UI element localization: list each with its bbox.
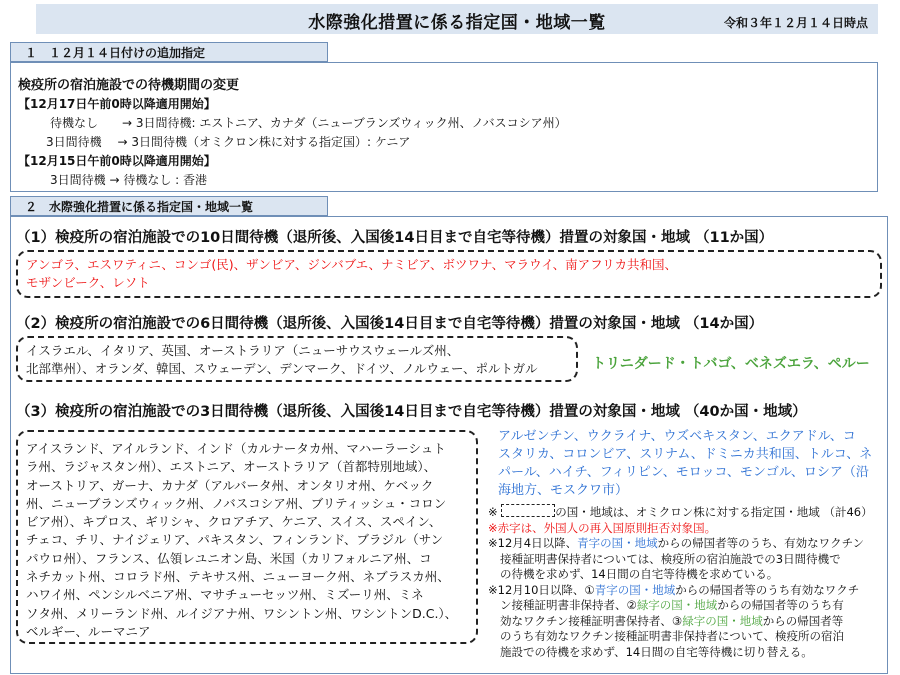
block2-label: 【12月15日午前0時以降適用開始】 xyxy=(18,154,216,168)
group3-line: ソタ州、メリーランド州、ルイジアナ州、ワシントン州、ワシントンD.C.）、 xyxy=(26,605,458,621)
section1-subtitle: 検疫所の宿泊施設での待機期間の変更 xyxy=(18,78,240,93)
group6-green-list: トリニダード・トバゴ、ベネズエラ、ペルー xyxy=(592,356,870,372)
section2-heading: ２ 水際強化措置に係る指定国・地域一覧 xyxy=(10,196,328,216)
note-dec10-l2 xyxy=(488,598,883,614)
group6-line1: イスラエル、イタリア、英国、オーストラリア（ニューサウスウェールズ州、 xyxy=(26,343,460,358)
block1-line1: 待機なし → 3日間待機: エストニア、カナダ（ニューブランズウィック州、ノバスコシア州） xyxy=(50,116,567,130)
group3-line: オーストリア、ガーナ、カナダ（アルバータ州、オンタリオ州、ケベック xyxy=(26,477,434,493)
note-dec10-blue: 青字の国・地域 xyxy=(594,582,676,597)
note-dec10-l2a: ン接種証明書非保持者、② xyxy=(500,598,637,612)
group3-blue-list xyxy=(498,428,872,500)
note-dec10-cont: のうち有効なワクチン接種証明書非保持者について、検疫所の宿泊 xyxy=(500,629,844,643)
page-title: 水際強化措置に係る指定国・地域一覧 xyxy=(308,13,606,33)
group3-line: パウロ州）、フランス、仏領レユニオン島、米国（カリフォルニア州、コ xyxy=(26,550,432,566)
block1-label: 【12月17日午前0時以降適用開始】 xyxy=(18,97,216,111)
group3-line: チェコ、チリ、ナイジェリア、パキスタン、フィンランド、ブラジル（サン xyxy=(26,532,444,548)
blue-line: スタリカ、コロンビア、スリナム、ドミニカ共和国、トルコ、ネ xyxy=(498,447,873,462)
dashed-box-legend xyxy=(501,504,555,517)
blue-line: パール、ハイチ、フィリピン、モロッコ、モンゴル、ロシア（沿 xyxy=(498,465,869,480)
note-dec10 xyxy=(488,583,883,599)
block2-line1: 3日間待機 → 待機なし : 香港 xyxy=(50,173,207,187)
note-dec10-l2b: からの帰国者等のうち有 xyxy=(717,598,844,612)
blue-line: アルゼンチン、ウクライナ、ウズベキスタン、エクアドル、コ xyxy=(498,429,856,444)
note-red: ※赤字は、外国人の再入国原則拒否対象国。 xyxy=(488,520,717,535)
group10-line1: アンゴラ、エスワティニ、コンゴ(民)、ザンビア、ジンバブエ、ナミビア、ボツワナ、マラウイ、南アフリカ共和国、 xyxy=(26,257,677,272)
group3-line: ラ州、ラジャスタン州）、エストニア、オーストラリア（首都特別地域）、 xyxy=(26,459,437,475)
group3-line: ハワイ州、ペンシルベニア州、マサチューセッツ州、ミズーリ州、ミネ xyxy=(26,587,424,603)
note-dec10-l3a: 効なワクチン接種証明書保持者、③ xyxy=(500,613,683,628)
note-dec10-b: からの帰国者等のうち有効なワクチ xyxy=(675,582,860,597)
notes xyxy=(488,504,883,660)
note-dec10-l3b: からの帰国者等 xyxy=(762,613,844,628)
title-bar xyxy=(36,4,878,34)
note-mark: ※ xyxy=(488,505,498,519)
note-omicron-text: の国・地域は、オミクロン株に対する指定国・地域 （計46） xyxy=(555,505,873,519)
note-omicron xyxy=(488,504,883,521)
note-dec4-cont: の待機を求めず、14日間の自宅等待機を求めている。 xyxy=(500,567,779,581)
group3-line: ビア州）、キプロス、ギリシャ、クロアチア、ケニア、スイス、スペイン、 xyxy=(26,514,442,530)
note-dec4 xyxy=(488,536,883,552)
blue-line: 海地方、モスクワ市） xyxy=(498,483,629,498)
note-dec10-a: ※12月10日以降、① xyxy=(488,582,595,597)
group3-list xyxy=(26,440,457,641)
note-dec10-l3 xyxy=(488,614,883,630)
group3-line: アイスランド、アイルランド、インド（カルナータカ州、マハーラーシュト xyxy=(26,441,446,456)
note-dec4-a: ※12月4日以降、 xyxy=(488,536,578,550)
note-dec10-green1: 緑字の国・地域 xyxy=(636,598,718,612)
group3-heading: （3）検疫所の宿泊施設での3日間待機（退所後、入国後14日目まで自宅等待機）措置の対象国・地域 （40か国・地域） xyxy=(16,404,807,420)
group3-line: ネチカット州、コロラド州、テキサス州、ニューヨーク州、ネブラスカ州、 xyxy=(26,569,450,585)
group3-line: 州、ニューブランズウィック州、ノバスコシア州、ブリティッシュ・コロン xyxy=(26,495,447,511)
group10-line2: モザンビーク、レソト xyxy=(26,275,150,290)
group6-heading: （2）検疫所の宿泊施設での6日間待機（退所後、入国後14日目まで自宅等待機）措置の対象国・地域 （14か国） xyxy=(16,316,764,332)
note-dec4-b: からの帰国者等のうち、有効なワクチン xyxy=(657,536,865,550)
group10-heading: （1）検疫所の宿泊施設での10日間待機（退所後、入国後14日目まで自宅等待機）措置の対象国・地域 （11か国） xyxy=(16,230,774,246)
group3-line: ベルギー、ルーマニア xyxy=(26,623,151,639)
note-dec10-cont: 施設での待機を求めず、14日間の自宅等待機に切り替える。 xyxy=(500,644,813,659)
block1-line2: 3日間待機 → 3日間待機（オミクロン株に対する指定国）: ケニア xyxy=(46,135,411,149)
note-dec10-green2: 緑字の国・地域 xyxy=(682,613,763,628)
group6-line2: 北部準州）、オランダ、韓国、スウェーデン、デンマーク、ドイツ、ノルウェー、ポルトガル xyxy=(26,361,538,376)
section1-heading: １ １２月１４日付けの追加指定 xyxy=(10,42,328,62)
as-of-date: 令和３年１２月１４日時点 xyxy=(723,16,868,30)
note-dec4-cont: 接種証明書保持者については、検疫所の宿泊施設での3日間待機で xyxy=(500,551,841,566)
note-dec4-blue: 青字の国・地域 xyxy=(577,536,658,550)
